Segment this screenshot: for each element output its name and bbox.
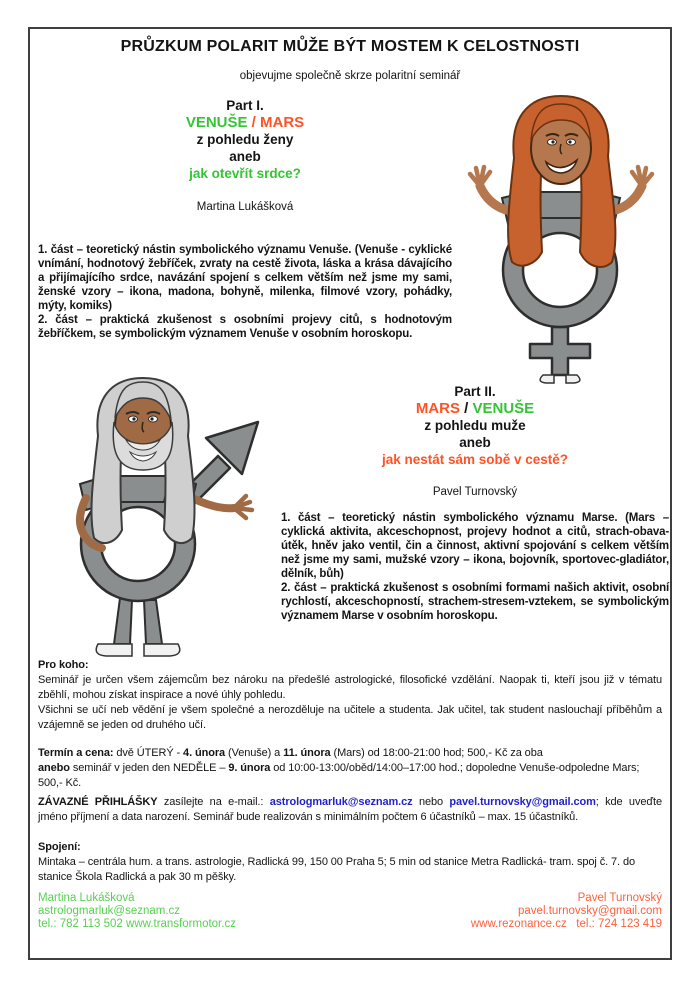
right-sneaker: [144, 644, 180, 656]
part2-subline2: aneb: [459, 435, 491, 450]
right-heel: [566, 375, 580, 383]
termin-date3: 9. února: [228, 762, 271, 774]
termin-date1: 4. února: [183, 747, 226, 759]
termin-label: Termín a cena:: [38, 747, 114, 759]
part2-body-1: 1. část – teoretický nástin symbolického významu Marse. (Mars – cyklická aktivita, akceschopnost, projevy hodnot a citů, strach-obava-útěk, hněv jako ventil, čin a činnost, aktivní spojování s celkem větším než jsme my sami, mužské vzory – ikona, bojovník, sportovec-gladiátor, dělník, bůh): [281, 512, 669, 580]
termin-anebo: anebo: [38, 762, 70, 774]
termin-text: dvě ÚTERÝ -: [113, 747, 184, 759]
pupil: [132, 417, 135, 420]
prihlasky-section: [38, 795, 662, 825]
pro-koho-section: [38, 658, 662, 733]
contact-pavel-email[interactable]: pavel.turnovsky@gmail.com: [518, 904, 662, 917]
venus-cross: [530, 327, 590, 375]
part1-title: Part I.: [226, 98, 264, 113]
part2-mars-label: MARS: [415, 400, 460, 417]
part1-body-1: 1. část – teoretický nástin symbolického významu Venuše. (Venuše - cyklické vnímání, hodnotový žebříček, zvraty na cestě života, láska a krása dávajícího a přijímajícího srdce, navázání spojení s celkem větším než jsme my sami, ženské vzory – ikona, madona, bohyně, milenka, filmové vzory, pohádky, mýty, komiks): [38, 244, 452, 312]
part1-venuse-label: VENUŠE: [185, 114, 248, 131]
right-leg: [144, 600, 162, 644]
termin-date2: 11. února: [283, 747, 331, 759]
pupil: [568, 140, 571, 143]
part1-mars-label: MARS: [260, 114, 305, 131]
pro-koho-para2: Všichni se učí neb vědění je všem společné a nerozděluje na učitele a studenta. Jak učitel, tak student naslouchají příběhům a vzájemně se jeden od druhého učí.: [38, 704, 662, 731]
email-link-pavel[interactable]: pavel.turnovsky@gmail.com: [449, 796, 596, 808]
part2-body-2: 2. část – praktická zkušenost s osobními formami našich aktivit, osobní rychlostí, akceschopností, strachem-stresem-vztekem, se symbolickým významem Marse v osobním horoskopu.: [281, 582, 669, 622]
left-sneaker: [96, 644, 132, 656]
contact-pavel: [471, 892, 662, 930]
part2-heading-block: [300, 383, 650, 468]
part2-names: [300, 400, 650, 417]
mars-man-illustration: [22, 372, 272, 664]
part2-subline1: z pohledu muže: [424, 418, 526, 433]
right-hand: [234, 496, 252, 518]
part1-body-2: 2. část – praktická zkušenost s osobními projevy citů, s hodnotovým žebříčkem, se symbolickým významem Venuše v osobním horoskopu.: [38, 314, 452, 340]
part1-description: [38, 243, 452, 341]
spojeni-body: Mintaka – centrála hum. a trans. astrologie, Radlická 99, 150 00 Praha 5; 5 min od stanice Metra Radlická- tram. spoj č. 7. do stanice Škola Radlická a pak 30 m pěšky.: [38, 856, 635, 883]
pro-koho-heading: Pro koho:: [38, 659, 89, 671]
termin-text: (Mars) od 18:00-21:00 hod; 500,- Kč za oba: [330, 747, 543, 759]
part1-question: jak otevřít srdce?: [189, 166, 301, 181]
spojeni-heading: Spojení:: [38, 841, 81, 853]
pupil: [150, 417, 153, 420]
pro-koho-para1: Seminář je určen všem zájemcům bez nároku na předešlé astrologické, filosofické vzdělání. Naopak ti, kteří jsou již v tématu zběhlí, mohou získat inspirace a nové úhly pohledu.: [38, 674, 662, 701]
prihlasky-text: nebo: [412, 796, 450, 808]
pupil: [551, 140, 554, 143]
contact-martina: [38, 892, 236, 930]
part2-venuse-label: VENUŠE: [472, 400, 535, 417]
right-hand: [632, 167, 652, 186]
termin-text: seminář v jeden den NEDĚLE –: [69, 762, 229, 774]
prihlasky-label: ZÁVAZNÉ PŘIHLÁŠKY: [38, 796, 158, 808]
contact-pavel-web-tel[interactable]: www.rezonance.cz tel.: 724 123 419: [470, 917, 662, 930]
part2-title: Part II.: [454, 384, 496, 399]
contact-pavel-name: Pavel Turnovský: [577, 892, 662, 904]
page-subtitle: objevujme společně skrze polaritní seminář: [239, 70, 461, 82]
email-link-martina[interactable]: astrologmarluk@seznam.cz: [269, 796, 413, 808]
page-title: PRŮZKUM POLARIT MŮŽE BÝT MOSTEM K CELOSTNOSTI: [120, 38, 580, 55]
part1-subline1: z pohledu ženy: [196, 132, 294, 147]
spojeni-section: [38, 840, 662, 885]
left-heel: [540, 375, 554, 383]
termin-text: (Venuše) a: [225, 747, 284, 759]
part1-heading-block: [100, 97, 390, 182]
prihlasky-text: ; kde uveďte jméno příjmení a data narození. Seminář bude realizován s minimálním počtem 6 účastníků – max. 15 účastníků.: [38, 796, 662, 823]
contact-martina-email[interactable]: astrologmarluk@seznam.cz: [38, 904, 181, 917]
part1-names: [100, 114, 390, 131]
part2-presenter: Pavel Turnovský: [432, 486, 518, 498]
part2-question: jak nestát sám sobě v cestě?: [381, 452, 569, 467]
left-hand: [470, 167, 490, 186]
part1-subline2: aneb: [229, 149, 261, 164]
part1-presenter: Martina Lukášková: [196, 201, 294, 213]
prihlasky-text: zasílejte na e-mail.:: [157, 796, 270, 808]
part1-separator: /: [251, 114, 256, 131]
right-arm: [192, 498, 234, 508]
contact-martina-tel-web[interactable]: tel.: 782 113 502 www.transformotor.cz: [38, 917, 236, 930]
termin-text: od 10:00-13:00/oběd/14:00–17:00 hod.; dopoledne Venuše-odpoledne Mars; 500,- Kč.: [38, 762, 640, 789]
termin-section: [38, 746, 662, 791]
part2-description: [281, 511, 669, 623]
contact-martina-name: Martina Lukášková: [38, 892, 135, 904]
part2-separator: /: [464, 400, 469, 417]
left-leg: [114, 598, 132, 644]
venus-woman-illustration: [450, 92, 672, 384]
